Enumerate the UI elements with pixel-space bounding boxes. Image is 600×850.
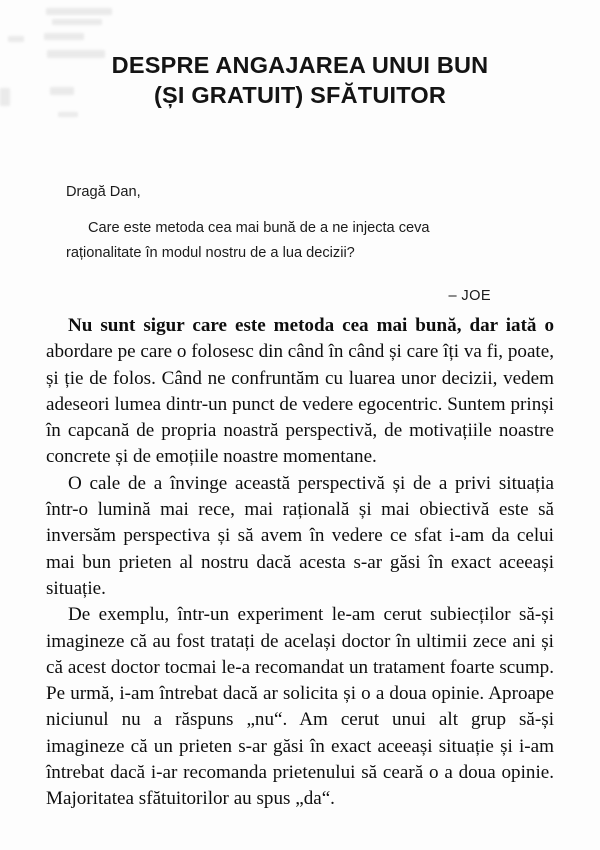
letter-salutation: Dragă Dan, [66, 184, 141, 200]
bleed-mark [8, 36, 24, 42]
chapter-title-line-2: (ȘI GRATUIT) SFĂTUITOR [153, 81, 447, 108]
letter-question: Care este metoda cea mai bună de a ne injecta ceva raționalitate în modul nostru de a lua decizii? [66, 220, 430, 261]
bleed-mark [52, 19, 102, 25]
body-paragraph-2: O cale de a învinge această perspectivă și de a privi situația într-o lumină mai rece, mai rațională și mai obiectivă este să inversăm perspectiva și să avem în vedere ce sfat i-am da celui mai bun prieten al nostru dacă acesta s-ar găsi în exact aceeași situație. [46, 472, 554, 599]
body-paragraph-3: De exemplu, într-un experiment le-am cerut subiecților să-și imagineze că au fost tratați de același doctor în ultimii zece ani și că acest doctor tocmai le-a recomandat un tratament foarte scump. Pe urmă, i-am întrebat dacă ar solicita și o a doua opinie. Aproape niciunul nu a răspuns „nu“. Am cerut unui alt grup să-și imagineze că un prieten s-ar găsi în exact aceeași situație și i-am întrebat dacă i-ar recomanda prietenului să ceară o a doua opinie. Majoritatea sfătuitorilor au spus „da“. [46, 604, 554, 810]
chapter-title [0, 50, 600, 110]
body-paragraph-1-lead: Nu sunt sigur care este metoda cea mai bună, dar iată o [68, 315, 554, 336]
body-paragraph-1 [46, 313, 554, 471]
bleed-mark [58, 112, 78, 117]
reader-letter [66, 180, 491, 309]
chapter-title-line-1: DESPRE ANGAJAREA UNUI BUN [111, 51, 489, 78]
letter-signature: – JOE [448, 288, 491, 304]
body-copy [46, 313, 554, 813]
body-paragraph-1-rest: abordare pe care o folosesc din când în când și care îți va fi, poate, și ție de folos. Când ne confruntăm cu luarea unor decizii, vedem adeseori lumea dintr-un punct de vedere egocentric. Suntem prinși în capcană de propria noastră perspectivă, de motivațiile noastre concrete și de emoțiile noastre momentane. [46, 341, 554, 468]
bleed-mark [46, 8, 112, 15]
bleed-mark [44, 33, 84, 40]
